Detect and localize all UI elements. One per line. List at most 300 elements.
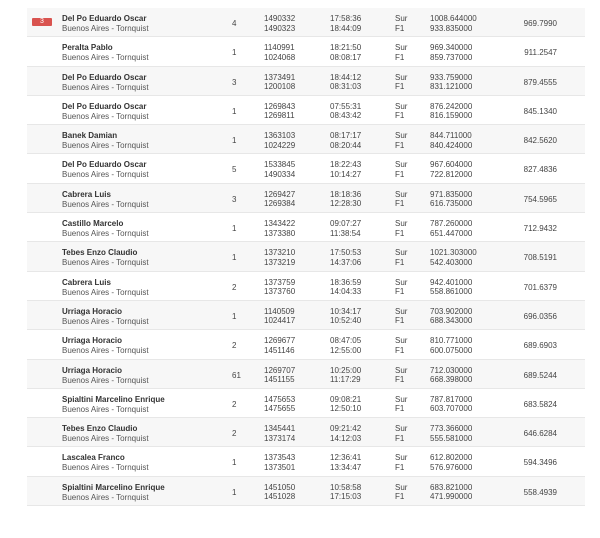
rank-badge [32, 311, 52, 319]
fancier-name: Spialtini Marcelino Enrique [62, 394, 165, 404]
distances-primary: 967.604000 [430, 160, 473, 170]
rank-badge [32, 457, 52, 465]
result-row[interactable] [27, 242, 585, 271]
category-secondary: F1 [395, 140, 405, 150]
speed-value: 845.1340 [523, 106, 557, 116]
arrival-times [330, 160, 361, 179]
category-primary: Sur [395, 365, 408, 375]
result-row[interactable] [27, 96, 585, 125]
distances [430, 395, 472, 414]
category [395, 248, 407, 267]
rank-badge [32, 340, 52, 348]
ring-numbers-primary: 1140509 [264, 306, 295, 316]
arrival-times-primary: 10:34:17 [330, 306, 362, 316]
arrival-times-primary: 17:50:53 [330, 248, 362, 258]
category-secondary: F1 [395, 462, 405, 472]
rank-badge [32, 399, 52, 407]
distances-secondary: 542.403000 [430, 257, 473, 267]
result-row[interactable] [27, 67, 585, 96]
ring-numbers [264, 307, 295, 326]
arrival-times-secondary: 18:44:09 [330, 23, 362, 33]
speed-value: 558.4939 [523, 487, 557, 497]
ring-numbers [264, 395, 295, 414]
distances [430, 483, 472, 502]
category-primary: Sur [395, 160, 408, 170]
ring-numbers-secondary: 1373380 [264, 228, 296, 238]
arrival-times-primary: 18:22:43 [330, 160, 362, 170]
arrival-times [330, 395, 361, 414]
arrival-times-secondary: 08:20:44 [330, 140, 362, 150]
ring-numbers-primary: 1345441 [264, 424, 296, 434]
distances-primary: 971.835000 [430, 189, 473, 199]
fancier-location: Buenos Aires - Tornquist [62, 170, 149, 180]
distances-primary: 703.902000 [430, 306, 473, 316]
ring-numbers-primary: 1140991 [264, 43, 295, 53]
ring-numbers-secondary: 1024068 [264, 52, 296, 62]
category [395, 278, 407, 297]
arrival-times-secondary: 12:28:30 [330, 199, 362, 209]
ring-numbers [264, 43, 295, 62]
rank-badge [32, 106, 52, 114]
ring-numbers-secondary: 1451155 [264, 375, 295, 385]
arrival-times [330, 131, 361, 150]
arrival-times [330, 190, 361, 209]
ring-numbers [264, 453, 295, 472]
arrival-times-secondary: 14:37:06 [330, 257, 362, 267]
speed-value: 708.5191 [523, 253, 557, 263]
category [395, 160, 407, 179]
fancier-location: Buenos Aires - Tornquist [62, 229, 149, 239]
result-row[interactable] [27, 301, 585, 330]
entry-count: 4 [232, 19, 237, 28]
category-secondary: F1 [395, 199, 405, 209]
arrival-times [330, 453, 361, 472]
arrival-times-primary: 09:08:21 [330, 394, 362, 404]
arrival-times [330, 14, 361, 33]
rank-badge [32, 487, 52, 495]
distances-secondary: 576.976000 [430, 462, 473, 472]
arrival-times-primary: 07:55:31 [330, 101, 362, 111]
arrival-times [330, 483, 361, 502]
fancier-name: Castillo Marcelo [62, 219, 124, 229]
arrival-times-primary: 08:47:05 [330, 336, 362, 346]
entry-count: 61 [232, 370, 241, 380]
ring-numbers-primary: 1533845 [264, 160, 296, 170]
rank-badge [32, 164, 52, 172]
category-primary: Sur [395, 219, 408, 229]
ring-numbers [264, 73, 295, 92]
distances [430, 307, 472, 326]
fancier-location: Buenos Aires - Tornquist [62, 316, 149, 326]
fancier-location: Buenos Aires - Tornquist [62, 53, 149, 63]
fancier-location: Buenos Aires - Tornquist [62, 258, 149, 268]
category-primary: Sur [395, 14, 408, 23]
fancier-location: Buenos Aires - Tornquist [62, 434, 149, 444]
entry-count: 1 [232, 311, 237, 321]
distances [430, 424, 472, 443]
entry-count: 2 [232, 429, 237, 439]
ring-numbers [264, 483, 295, 502]
arrival-times-secondary: 12:50:10 [330, 404, 362, 414]
entry-count: 2 [232, 341, 237, 351]
fancier-name: Cabrera Luis [62, 189, 111, 199]
category-primary: Sur [395, 482, 408, 492]
ring-numbers [264, 248, 295, 267]
arrival-times-primary: 18:18:36 [330, 189, 362, 199]
category [395, 102, 407, 121]
arrival-times-secondary: 08:31:03 [330, 82, 362, 92]
fancier-location: Buenos Aires - Tornquist [62, 24, 149, 33]
category-primary: Sur [395, 394, 408, 404]
category [395, 190, 407, 209]
distances [430, 278, 472, 297]
rank-badge [32, 47, 52, 55]
arrival-times [330, 102, 361, 121]
fancier-location: Buenos Aires - Tornquist [62, 463, 149, 473]
distances [430, 453, 472, 472]
ring-numbers [264, 278, 295, 297]
arrival-times-primary: 18:36:59 [330, 277, 362, 287]
fancier-name: Banek Damian [62, 131, 118, 141]
result-row[interactable] [27, 37, 585, 66]
category [395, 14, 407, 33]
arrival-times [330, 73, 361, 92]
entry-count: 1 [232, 253, 237, 263]
distances [430, 219, 472, 238]
arrival-times-secondary: 11:17:29 [330, 375, 361, 385]
result-row[interactable] [27, 360, 585, 389]
fancier-name: Del Po Eduardo Oscar [62, 72, 147, 82]
speed-value: 646.6284 [523, 429, 557, 439]
ring-numbers-secondary: 1269384 [264, 199, 296, 209]
result-row[interactable] [27, 125, 585, 154]
category-primary: Sur [395, 43, 408, 53]
ring-numbers-secondary: 1373174 [264, 433, 296, 443]
results-table [27, 8, 585, 506]
category [395, 424, 407, 443]
entry-count: 1 [232, 487, 237, 497]
category-secondary: F1 [395, 345, 405, 355]
result-row[interactable] [27, 213, 585, 242]
result-row[interactable] [27, 272, 585, 301]
distances-primary: 876.242000 [430, 101, 473, 111]
rank-badge [32, 428, 52, 436]
ring-numbers-secondary: 1024229 [264, 140, 296, 150]
distances [430, 73, 472, 92]
ring-numbers-secondary: 1373501 [264, 462, 296, 472]
category-secondary: F1 [395, 82, 405, 92]
category-primary: Sur [395, 248, 408, 258]
category-primary: Sur [395, 453, 408, 463]
fancier-name: Del Po Eduardo Oscar [62, 101, 147, 111]
arrival-times-primary: 09:07:27 [330, 219, 362, 229]
arrival-times-secondary: 11:38:54 [330, 228, 361, 238]
ring-numbers-primary: 1269427 [264, 189, 296, 199]
distances [430, 14, 477, 33]
rank-badge [32, 282, 52, 290]
arrival-times-primary: 12:36:41 [330, 453, 362, 463]
ring-numbers-primary: 1269843 [264, 101, 296, 111]
arrival-times [330, 43, 361, 62]
speed-value: 842.5620 [523, 136, 557, 146]
distances-primary: 787.260000 [430, 219, 473, 229]
distances-primary: 612.802000 [430, 453, 473, 463]
distances-secondary: 816.159000 [430, 111, 473, 121]
category-primary: Sur [395, 277, 408, 287]
distances [430, 43, 472, 62]
distances-secondary: 603.707000 [430, 404, 473, 414]
distances-primary: 1021.303000 [430, 248, 477, 258]
ring-numbers-primary: 1363103 [264, 131, 296, 141]
distances-primary: 683.821000 [430, 482, 473, 492]
fancier-location: Buenos Aires - Tornquist [62, 492, 149, 502]
speed-value: 683.5824 [523, 399, 557, 409]
arrival-times-primary: 10:25:00 [330, 365, 362, 375]
category-secondary: F1 [395, 111, 405, 121]
category [395, 395, 407, 414]
entry-count: 1 [232, 458, 237, 468]
distances-primary: 933.759000 [430, 72, 473, 82]
distances [430, 131, 472, 150]
ring-numbers-secondary: 1475655 [264, 404, 296, 414]
ring-numbers-primary: 1373491 [264, 72, 296, 82]
ring-numbers [264, 336, 295, 355]
arrival-times-secondary: 08:43:42 [330, 111, 362, 121]
fancier-location: Buenos Aires - Tornquist [62, 111, 149, 121]
category [395, 483, 407, 502]
fancier-name: Spialtini Marcelino Enrique [62, 482, 165, 492]
fancier-name: Tebes Enzo Claudio [62, 248, 138, 258]
arrival-times-secondary: 14:04:33 [330, 287, 362, 297]
arrival-times-primary: 18:44:12 [330, 72, 362, 82]
ring-numbers-secondary: 1269811 [264, 111, 295, 121]
category [395, 366, 407, 385]
category-secondary: F1 [395, 287, 405, 297]
distances-secondary: 722.812000 [430, 169, 473, 179]
distances-secondary: 651.447000 [430, 228, 473, 238]
fancier-location: Buenos Aires - Tornquist [62, 404, 149, 414]
result-row[interactable] [27, 477, 585, 506]
ring-numbers [264, 102, 295, 121]
rank-badge [32, 370, 52, 378]
distances-secondary: 933.835000 [430, 23, 473, 33]
fancier-location: Buenos Aires - Tornquist [62, 287, 149, 297]
arrival-times [330, 278, 361, 297]
category-primary: Sur [395, 72, 408, 82]
ring-numbers-secondary: 1490334 [264, 169, 296, 179]
speed-value: 911.2547 [524, 48, 557, 58]
ring-numbers-secondary: 1373760 [264, 287, 296, 297]
category [395, 307, 407, 326]
arrival-times [330, 424, 361, 443]
result-row[interactable] [27, 8, 585, 37]
category [395, 73, 407, 92]
distances [430, 366, 472, 385]
distances [430, 248, 477, 267]
ring-numbers [264, 366, 295, 385]
arrival-times [330, 366, 361, 385]
category-secondary: F1 [395, 492, 405, 502]
distances [430, 190, 472, 209]
entry-count: 1 [232, 224, 237, 234]
speed-value: 689.5244 [523, 370, 557, 380]
distances-primary: 810.771000 [430, 336, 473, 346]
arrival-times [330, 219, 361, 238]
speed-value: 689.6903 [523, 341, 557, 351]
ring-numbers-secondary: 1373219 [264, 257, 296, 267]
arrival-times-primary: 09:21:42 [330, 424, 362, 434]
entry-count: 2 [232, 282, 237, 292]
rank-badge [32, 77, 52, 85]
fancier-name: Tebes Enzo Claudio [62, 424, 138, 434]
ring-numbers-primary: 1490332 [264, 14, 296, 23]
category [395, 453, 407, 472]
distances-primary: 1008.644000 [430, 14, 477, 23]
arrival-times [330, 336, 361, 355]
entry-count: 1 [232, 48, 237, 58]
distances-secondary: 600.075000 [430, 345, 473, 355]
ring-numbers-primary: 1343422 [264, 219, 296, 229]
distances-primary: 712.030000 [430, 365, 473, 375]
arrival-times-secondary: 08:08:17 [330, 52, 362, 62]
arrival-times-secondary: 12:55:00 [330, 345, 362, 355]
distances-secondary: 616.735000 [430, 199, 473, 209]
distances-primary: 773.366000 [430, 424, 473, 434]
result-row[interactable] [27, 330, 585, 359]
distances-primary: 969.340000 [430, 43, 473, 53]
distances-secondary: 668.398000 [430, 375, 473, 385]
distances-primary: 787.817000 [430, 394, 473, 404]
rank-badge [32, 252, 52, 260]
ring-numbers [264, 14, 295, 33]
fancier-location: Buenos Aires - Tornquist [62, 141, 149, 151]
arrival-times-secondary: 10:52:40 [330, 316, 362, 326]
speed-value: 712.9432 [523, 224, 557, 234]
arrival-times [330, 248, 361, 267]
arrival-times-primary: 10:58:58 [330, 482, 362, 492]
entry-count: 1 [232, 136, 237, 146]
distances-secondary: 840.424000 [430, 140, 473, 150]
entry-count: 1 [232, 106, 237, 116]
category-primary: Sur [395, 189, 408, 199]
category-primary: Sur [395, 101, 408, 111]
distances [430, 102, 472, 121]
ring-numbers-primary: 1269677 [264, 336, 296, 346]
ring-numbers-secondary: 1024417 [264, 316, 296, 326]
distances-secondary: 688.343000 [430, 316, 473, 326]
category [395, 336, 407, 355]
ring-numbers-primary: 1451050 [264, 482, 296, 492]
distances [430, 160, 472, 179]
rank-badge: 3 [32, 18, 52, 26]
result-row[interactable] [27, 184, 585, 213]
speed-value: 969.7990 [523, 19, 557, 28]
category-primary: Sur [395, 424, 408, 434]
distances-secondary: 859.737000 [430, 52, 473, 62]
entry-count: 3 [232, 194, 237, 204]
ring-numbers-primary: 1373759 [264, 277, 296, 287]
arrival-times-primary: 18:21:50 [330, 43, 362, 53]
category-secondary: F1 [395, 169, 405, 179]
ring-numbers [264, 190, 295, 209]
speed-value: 701.6379 [523, 282, 557, 292]
category [395, 131, 407, 150]
fancier-location: Buenos Aires - Tornquist [62, 375, 149, 385]
fancier-location: Buenos Aires - Tornquist [62, 82, 149, 92]
entry-count: 5 [232, 165, 237, 175]
ring-numbers-secondary: 1451028 [264, 492, 296, 502]
category-secondary: F1 [395, 404, 405, 414]
ring-numbers-secondary: 1451146 [264, 345, 295, 355]
fancier-name: Urriaga Horacio [62, 365, 123, 375]
speed-value: 754.5965 [523, 194, 557, 204]
entry-count: 3 [232, 77, 237, 87]
ring-numbers [264, 160, 295, 179]
rank-badge [32, 194, 52, 202]
speed-value: 827.4836 [523, 165, 557, 175]
fancier-name: Peralta Pablo [62, 43, 113, 53]
ring-numbers [264, 219, 295, 238]
distances-secondary: 831.121000 [430, 82, 473, 92]
ring-numbers-primary: 1269707 [264, 365, 296, 375]
entry-count: 2 [232, 399, 237, 409]
category [395, 219, 407, 238]
result-row[interactable] [27, 447, 585, 476]
distances-primary: 844.711000 [430, 131, 472, 141]
rank-badge [32, 223, 52, 231]
fancier-location: Buenos Aires - Tornquist [62, 346, 149, 356]
ring-numbers-secondary: 1490323 [264, 23, 296, 33]
fancier-name: Lascalea Franco [62, 453, 125, 463]
ring-numbers-primary: 1373543 [264, 453, 296, 463]
fancier-location: Buenos Aires - Tornquist [62, 199, 149, 209]
fancier-name: Urriaga Horacio [62, 306, 123, 316]
arrival-times-primary: 17:58:36 [330, 14, 362, 23]
distances-secondary: 471.990000 [430, 492, 473, 502]
arrival-times-secondary: 17:15:03 [330, 492, 362, 502]
distances-primary: 942.401000 [430, 277, 473, 287]
category-primary: Sur [395, 131, 408, 141]
distances-secondary: 558.861000 [430, 287, 473, 297]
result-row[interactable] [27, 389, 585, 418]
result-row[interactable] [27, 418, 585, 447]
rank-badge [32, 135, 52, 143]
category-secondary: F1 [395, 52, 405, 62]
category-primary: Sur [395, 336, 408, 346]
arrival-times-secondary: 10:14:27 [330, 169, 362, 179]
category-secondary: F1 [395, 257, 405, 267]
category-primary: Sur [395, 306, 408, 316]
fancier-name: Del Po Eduardo Oscar [62, 14, 147, 23]
category-secondary: F1 [395, 316, 405, 326]
arrival-times-primary: 08:17:17 [330, 131, 362, 141]
ring-numbers [264, 424, 295, 443]
distances [430, 336, 472, 355]
category-secondary: F1 [395, 23, 405, 33]
category-secondary: F1 [395, 433, 405, 443]
arrival-times-secondary: 14:12:03 [330, 433, 362, 443]
speed-value: 594.3496 [523, 458, 557, 468]
result-row[interactable] [27, 154, 585, 183]
category [395, 43, 407, 62]
fancier-name: Urriaga Horacio [62, 336, 123, 346]
arrival-times [330, 307, 361, 326]
ring-numbers-secondary: 1200108 [264, 82, 296, 92]
fancier-name: Del Po Eduardo Oscar [62, 160, 147, 170]
fancier-name: Cabrera Luis [62, 277, 111, 287]
ring-numbers [264, 131, 295, 150]
arrival-times-secondary: 13:34:47 [330, 462, 362, 472]
